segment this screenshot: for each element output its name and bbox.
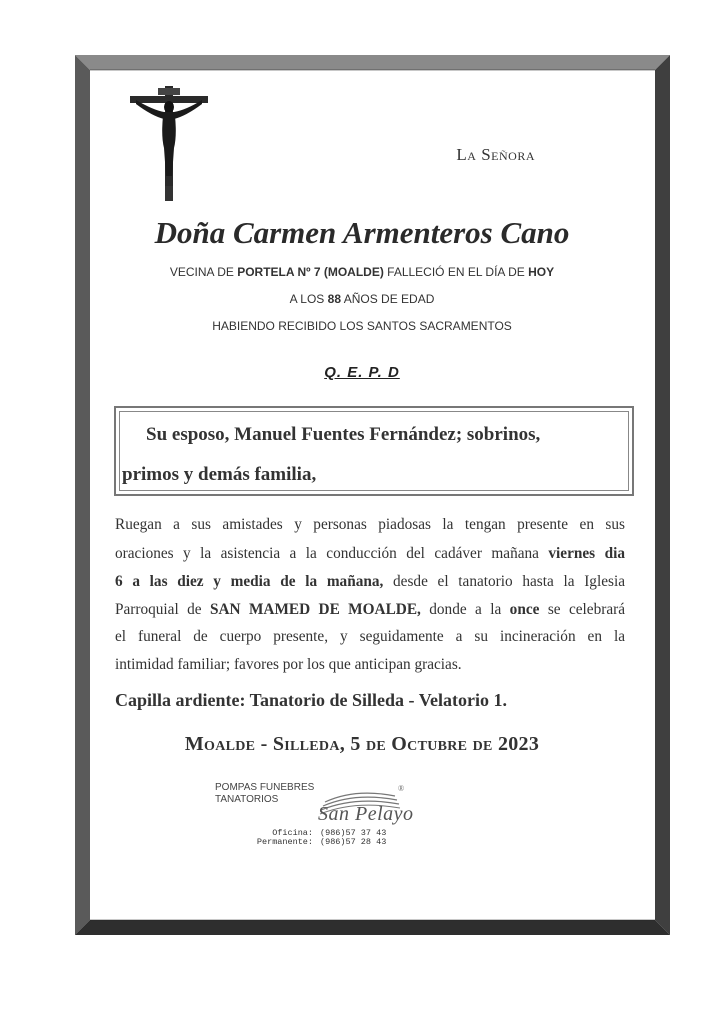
age-line: A LOS 88 AÑOS DE EDAD — [289, 292, 435, 306]
residence-line: VECINA DE PORTELA Nº 7 (MOALDE) FALLECIÓ EN EL DÍA DE HOY — [169, 265, 555, 279]
request-line-1: Ruegan a sus amistades y personas piadosas la tengan presente en sus — [115, 516, 625, 533]
place-date-line: Moalde - Silleda, 5 de Octubre de 2023 — [184, 733, 540, 755]
funeral-home-line-2: TANATORIOS — [215, 794, 279, 805]
la-senora-heading: La Señora — [456, 145, 535, 164]
family-line-1: Su esposo, Manuel Fuentes Fernández; sobrinos, — [146, 424, 541, 445]
qepd-label: Q. E. P. D — [324, 364, 400, 381]
request-line-2: oraciones y la asistencia a la conducción del cadáver mañana viernes dia — [115, 545, 625, 562]
request-line-5: el funeral de cuerpo presente, y seguidamente a su incineración en la — [115, 628, 625, 645]
office-phone: (986)57 37 43 — [320, 828, 387, 838]
request-line-6: intimidad familiar; favores por los que anticipan gracias. — [115, 656, 462, 673]
crucifix-icon — [128, 86, 210, 201]
permanent-phone: (986)57 28 43 — [320, 837, 387, 847]
permanent-label: Permanente: — [256, 837, 313, 847]
registered-mark: ® — [398, 784, 405, 793]
family-line-2: primos y demás familia, — [122, 464, 317, 485]
sacraments-line: HABIENDO RECIBIDO LOS SANTOS SACRAMENTOS — [212, 319, 512, 333]
office-label: Oficina: — [272, 828, 313, 838]
request-line-3: 6 a las diez y media de la mañana, desde el tanatorio hasta la Iglesia — [115, 573, 625, 590]
request-line-4: Parroquial de SAN MAMED DE MOALDE, donde a la once se celebrará — [115, 601, 625, 618]
funeral-home-line-1: POMPAS FUNEBRES — [215, 782, 315, 793]
family-box — [114, 406, 634, 496]
deceased-name: Doña Carmen Armenteros Cano — [154, 215, 570, 250]
chapel-info: Capilla ardiente: Tanatorio de Silleda - Velatorio 1. — [115, 690, 508, 710]
logo-text: San Pelayo — [318, 803, 414, 825]
